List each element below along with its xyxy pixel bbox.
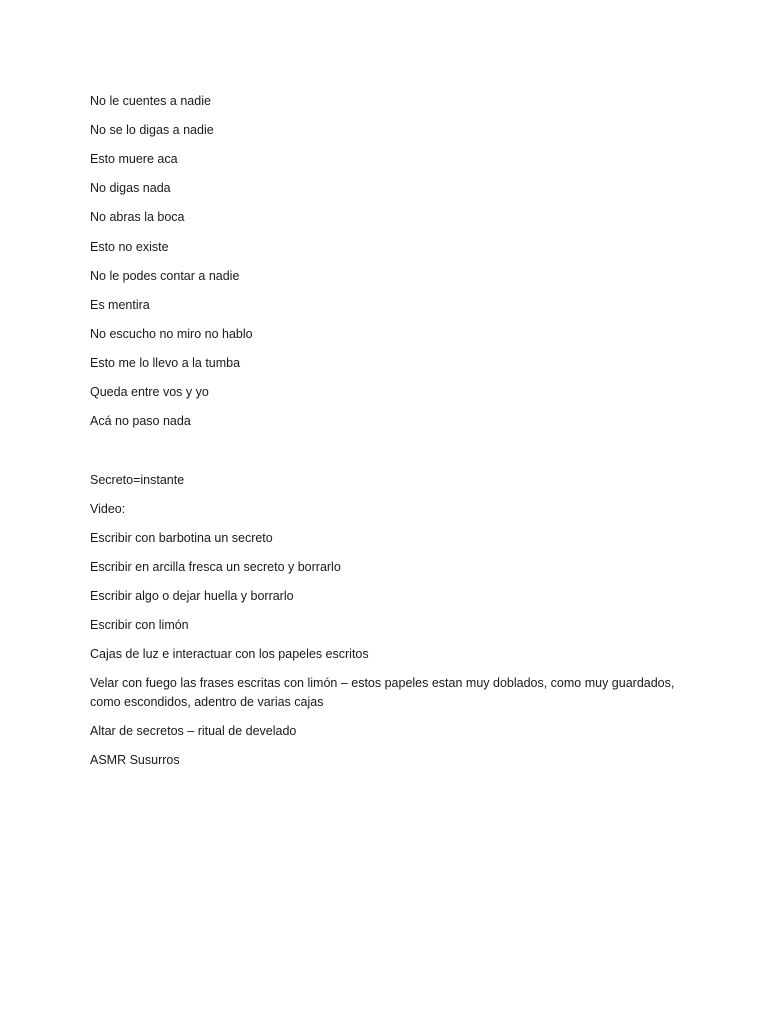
secret-line: No abras la boca (90, 210, 185, 224)
note-line: Escribir algo o dejar huella y borrarlo (90, 589, 294, 603)
note-line: Escribir con limón (90, 618, 189, 632)
note-line: ASMR Susurros (90, 753, 180, 767)
secret-line: Esto me lo llevo a la tumba (90, 356, 241, 370)
note-line: Escribir en arcilla fresca un secreto y borrarlo (90, 560, 341, 574)
note-line: Cajas de luz e interactuar con los papeles escritos (90, 647, 369, 661)
note-paragraph: Velar con fuego las frases escritas con limón – estos papeles estan muy doblados, como muy guardados, como escondidos, adentro de varias cajas (90, 676, 675, 709)
secret-line: No digas nada (90, 181, 171, 195)
secret-line: No escucho no miro no hablo (90, 327, 253, 341)
secret-line: No le podes contar a nadie (90, 269, 240, 283)
secret-line: Esto muere aca (90, 152, 178, 166)
secret-line: Es mentira (90, 298, 150, 312)
note-line: Secreto=instante (90, 473, 185, 487)
secret-line: No le cuentes a nadie (90, 94, 211, 108)
secret-line: Esto no existe (90, 240, 169, 254)
note-line: Altar de secretos – ritual de develado (90, 724, 297, 738)
secret-line: Queda entre vos y yo (90, 385, 209, 399)
secret-line: No se lo digas a nadie (90, 123, 214, 137)
secret-line: Acá no paso nada (90, 414, 191, 428)
note-line: Escribir con barbotina un secreto (90, 531, 273, 545)
note-line: Video: (90, 502, 126, 516)
